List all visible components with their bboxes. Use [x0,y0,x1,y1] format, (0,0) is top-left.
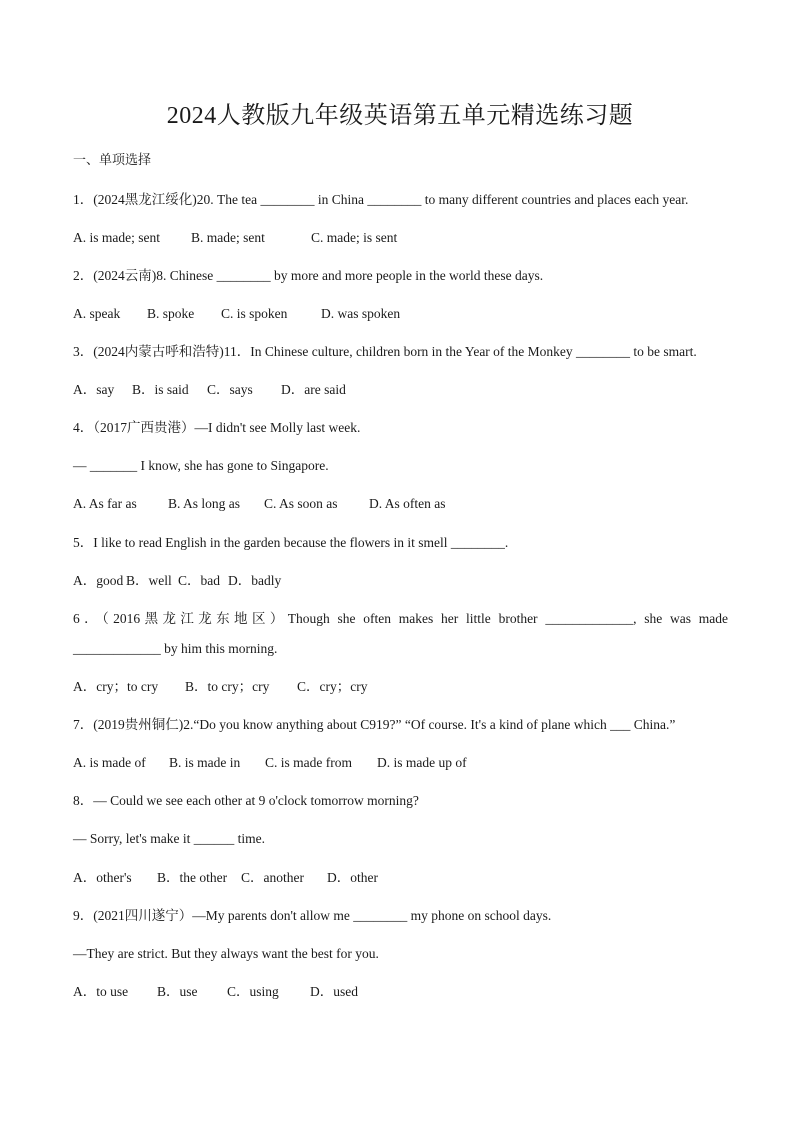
option-a: A．cry；to cry [73,679,159,694]
option-a: A. is made of [73,755,146,770]
option-c: C．says [207,382,253,397]
section-heading: 一、单项选择 [73,152,152,167]
question-3-stem: 3．(2024内蒙古呼和浩特)11．In Chinese culture, children born in the Year of the Monkey ________ to be smart. [73,344,697,359]
option-a: A. As far as [73,496,137,511]
question-5-stem: 5．I like to read English in the garden because the flowers in it smell ________. [73,535,509,550]
option-a: A．say [73,382,115,397]
option-d: D．other [327,870,378,885]
option-b: B. is made in [169,755,241,770]
question-6-stem: 6．（2016黑龙江龙东地区）Though she often makes her little brother _____________, she was made [73,611,728,626]
option-a: A．other's [73,870,132,885]
question-3-options [73,381,346,399]
question-2-options [73,305,400,323]
question-8-stem: 8．— Could we see each other at 9 o'clock tomorrow morning? [73,793,419,808]
option-c: C．using [227,984,279,999]
option-b: B．the other [157,870,228,885]
question-4-options [73,495,446,513]
option-d: D. was spoken [321,306,401,321]
question-9-stem-continued: —They are strict. But they always want the best for you. [73,946,379,961]
option-c: C．cry；cry [297,679,368,694]
option-d: D．used [310,984,358,999]
question-4-stem-continued: — _______ I know, she has gone to Singapore. [73,458,329,473]
option-b: B. made; sent [191,230,265,245]
option-a: A. speak [73,306,121,321]
option-a: A. is made; sent [73,230,160,245]
page-title: 2024人教版九年级英语第五单元精选练习题 [166,103,634,129]
option-c: C. As soon as [264,496,338,511]
option-d: D. As often as [369,496,446,511]
question-5-options [73,572,281,590]
option-b: B．use [157,984,198,999]
option-d: D. is made up of [377,755,467,770]
question-6-options [73,678,367,696]
question-1-stem: 1．(2024黑龙江绥化)20. The tea ________ in China ________ to many different countries and places each year. [73,192,689,207]
question-8-options [73,869,378,887]
option-c: C. is spoken [221,306,288,321]
question-7-stem: 7．(2019贵州铜仁)2.“Do you know anything about C919?” “Of course. It's a kind of plane which ___ China.” [73,717,676,732]
option-c: C. made; is sent [311,230,398,245]
option-d: D．badly [228,573,282,588]
question-8-stem-continued: — Sorry, let's make it ______ time. [73,831,266,846]
question-9-options [73,983,358,1001]
option-b: B．is said [132,382,189,397]
option-b: B．to cry；cry [185,679,270,694]
question-1-options [73,229,397,247]
option-c: C. is made from [265,755,352,770]
option-b: B．well [126,573,172,588]
option-a: A．good [73,573,124,588]
question-9-stem: 9．(2021四川遂宁）—My parents don't allow me ________ my phone on school days. [73,908,552,923]
question-4-stem: 4．（2017广西贵港）—I didn't see Molly last week. [73,420,361,435]
question-6-stem-continued: _____________ by him this morning. [73,641,278,656]
option-d: D．are said [281,382,346,397]
question-7-options [73,754,467,772]
option-c: C．another [241,870,304,885]
option-b: B. As long as [168,496,241,511]
option-c: C．bad [178,573,220,588]
option-a: A．to use [73,984,129,999]
question-2-stem: 2．(2024云南)8. Chinese ________ by more and more people in the world these days. [73,268,544,283]
option-b: B. spoke [147,306,195,321]
